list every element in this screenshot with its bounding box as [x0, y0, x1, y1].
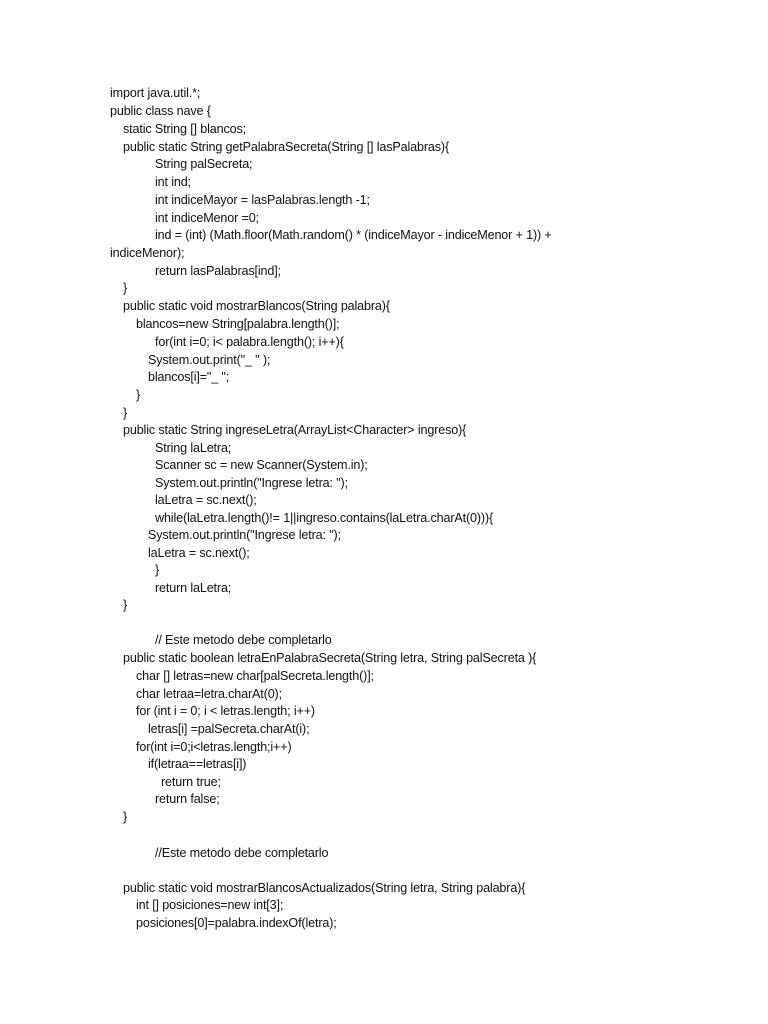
code-line: blancos[i]="_ "; [148, 370, 230, 384]
code-line: } [123, 810, 128, 824]
code-line: return false; [155, 792, 220, 806]
code-line: static String [] blancos; [123, 122, 246, 136]
code-line: return true; [161, 775, 221, 789]
code-line: return laLetra; [155, 581, 232, 595]
code-line: posiciones[0]=palabra.indexOf(letra); [136, 916, 337, 930]
code-line: int [] posiciones=new int[3]; [136, 898, 284, 912]
code-line: for(int i=0;i<letras.length;i++) [136, 740, 292, 754]
code-line: char [] letras=new char[palSecreta.length()]; [136, 669, 374, 683]
code-line: blancos=new String[palabra.length()]; [136, 317, 340, 331]
code-line: public static String getPalabraSecreta(String [] lasPalabras){ [123, 140, 450, 154]
code-line: ind = (int) (Math.floor(Math.random() * (indiceMayor - indiceMenor + 1)) + [155, 228, 552, 242]
code-line: public static boolean letraEnPalabraSecreta(String letra, String palSecreta ){ [123, 651, 537, 665]
code-line: for(int i=0; i< palabra.length(); i++){ [155, 335, 344, 349]
code-line: if(letraa==letras[i]) [148, 757, 247, 771]
code-line: indiceMenor); [110, 246, 185, 260]
code-line: public static void mostrarBlancos(String palabra){ [123, 299, 390, 313]
code-line: public static String ingreseLetra(ArrayList<Character> ingreso){ [123, 423, 467, 437]
code-line: import java.util.*; [110, 86, 201, 100]
code-line: for (int i = 0; i < letras.length; i++) [136, 704, 315, 718]
code-line: } [123, 598, 128, 612]
code-line: while(laLetra.length()!= 1||ingreso.contains(laLetra.charAt(0))){ [155, 511, 494, 525]
code-line: } [136, 388, 141, 402]
code-line: public class nave { [110, 104, 211, 118]
code-line: //Este metodo debe completarlo [155, 846, 329, 860]
code-line: laLetra = sc.next(); [155, 493, 257, 507]
code-line: } [123, 406, 128, 420]
code-line: } [123, 281, 128, 295]
code-line: int indiceMenor =0; [155, 211, 259, 225]
code-line: return lasPalabras[ind]; [155, 264, 281, 278]
code-line: String palSecreta; [155, 157, 253, 171]
code-line: int ind; [155, 175, 191, 189]
code-line: System.out.println("Ingrese letra: "); [148, 528, 341, 542]
code-line: String laLetra; [155, 441, 232, 455]
code-line: public static void mostrarBlancosActualizados(String letra, String palabra){ [123, 881, 526, 895]
code-line: laLetra = sc.next(); [148, 546, 250, 560]
code-line: System.out.print("_ " ); [148, 353, 271, 367]
code-line: letras[i] =palSecreta.charAt(i); [148, 722, 310, 736]
code-line: Scanner sc = new Scanner(System.in); [155, 458, 368, 472]
code-line: // Este metodo debe completarlo [155, 633, 332, 647]
code-line: } [155, 563, 160, 577]
code-line: char letraa=letra.charAt(0); [136, 687, 282, 701]
code-line: System.out.println("Ingrese letra: "); [155, 476, 348, 490]
code-line: int indiceMayor = lasPalabras.length -1; [155, 193, 370, 207]
